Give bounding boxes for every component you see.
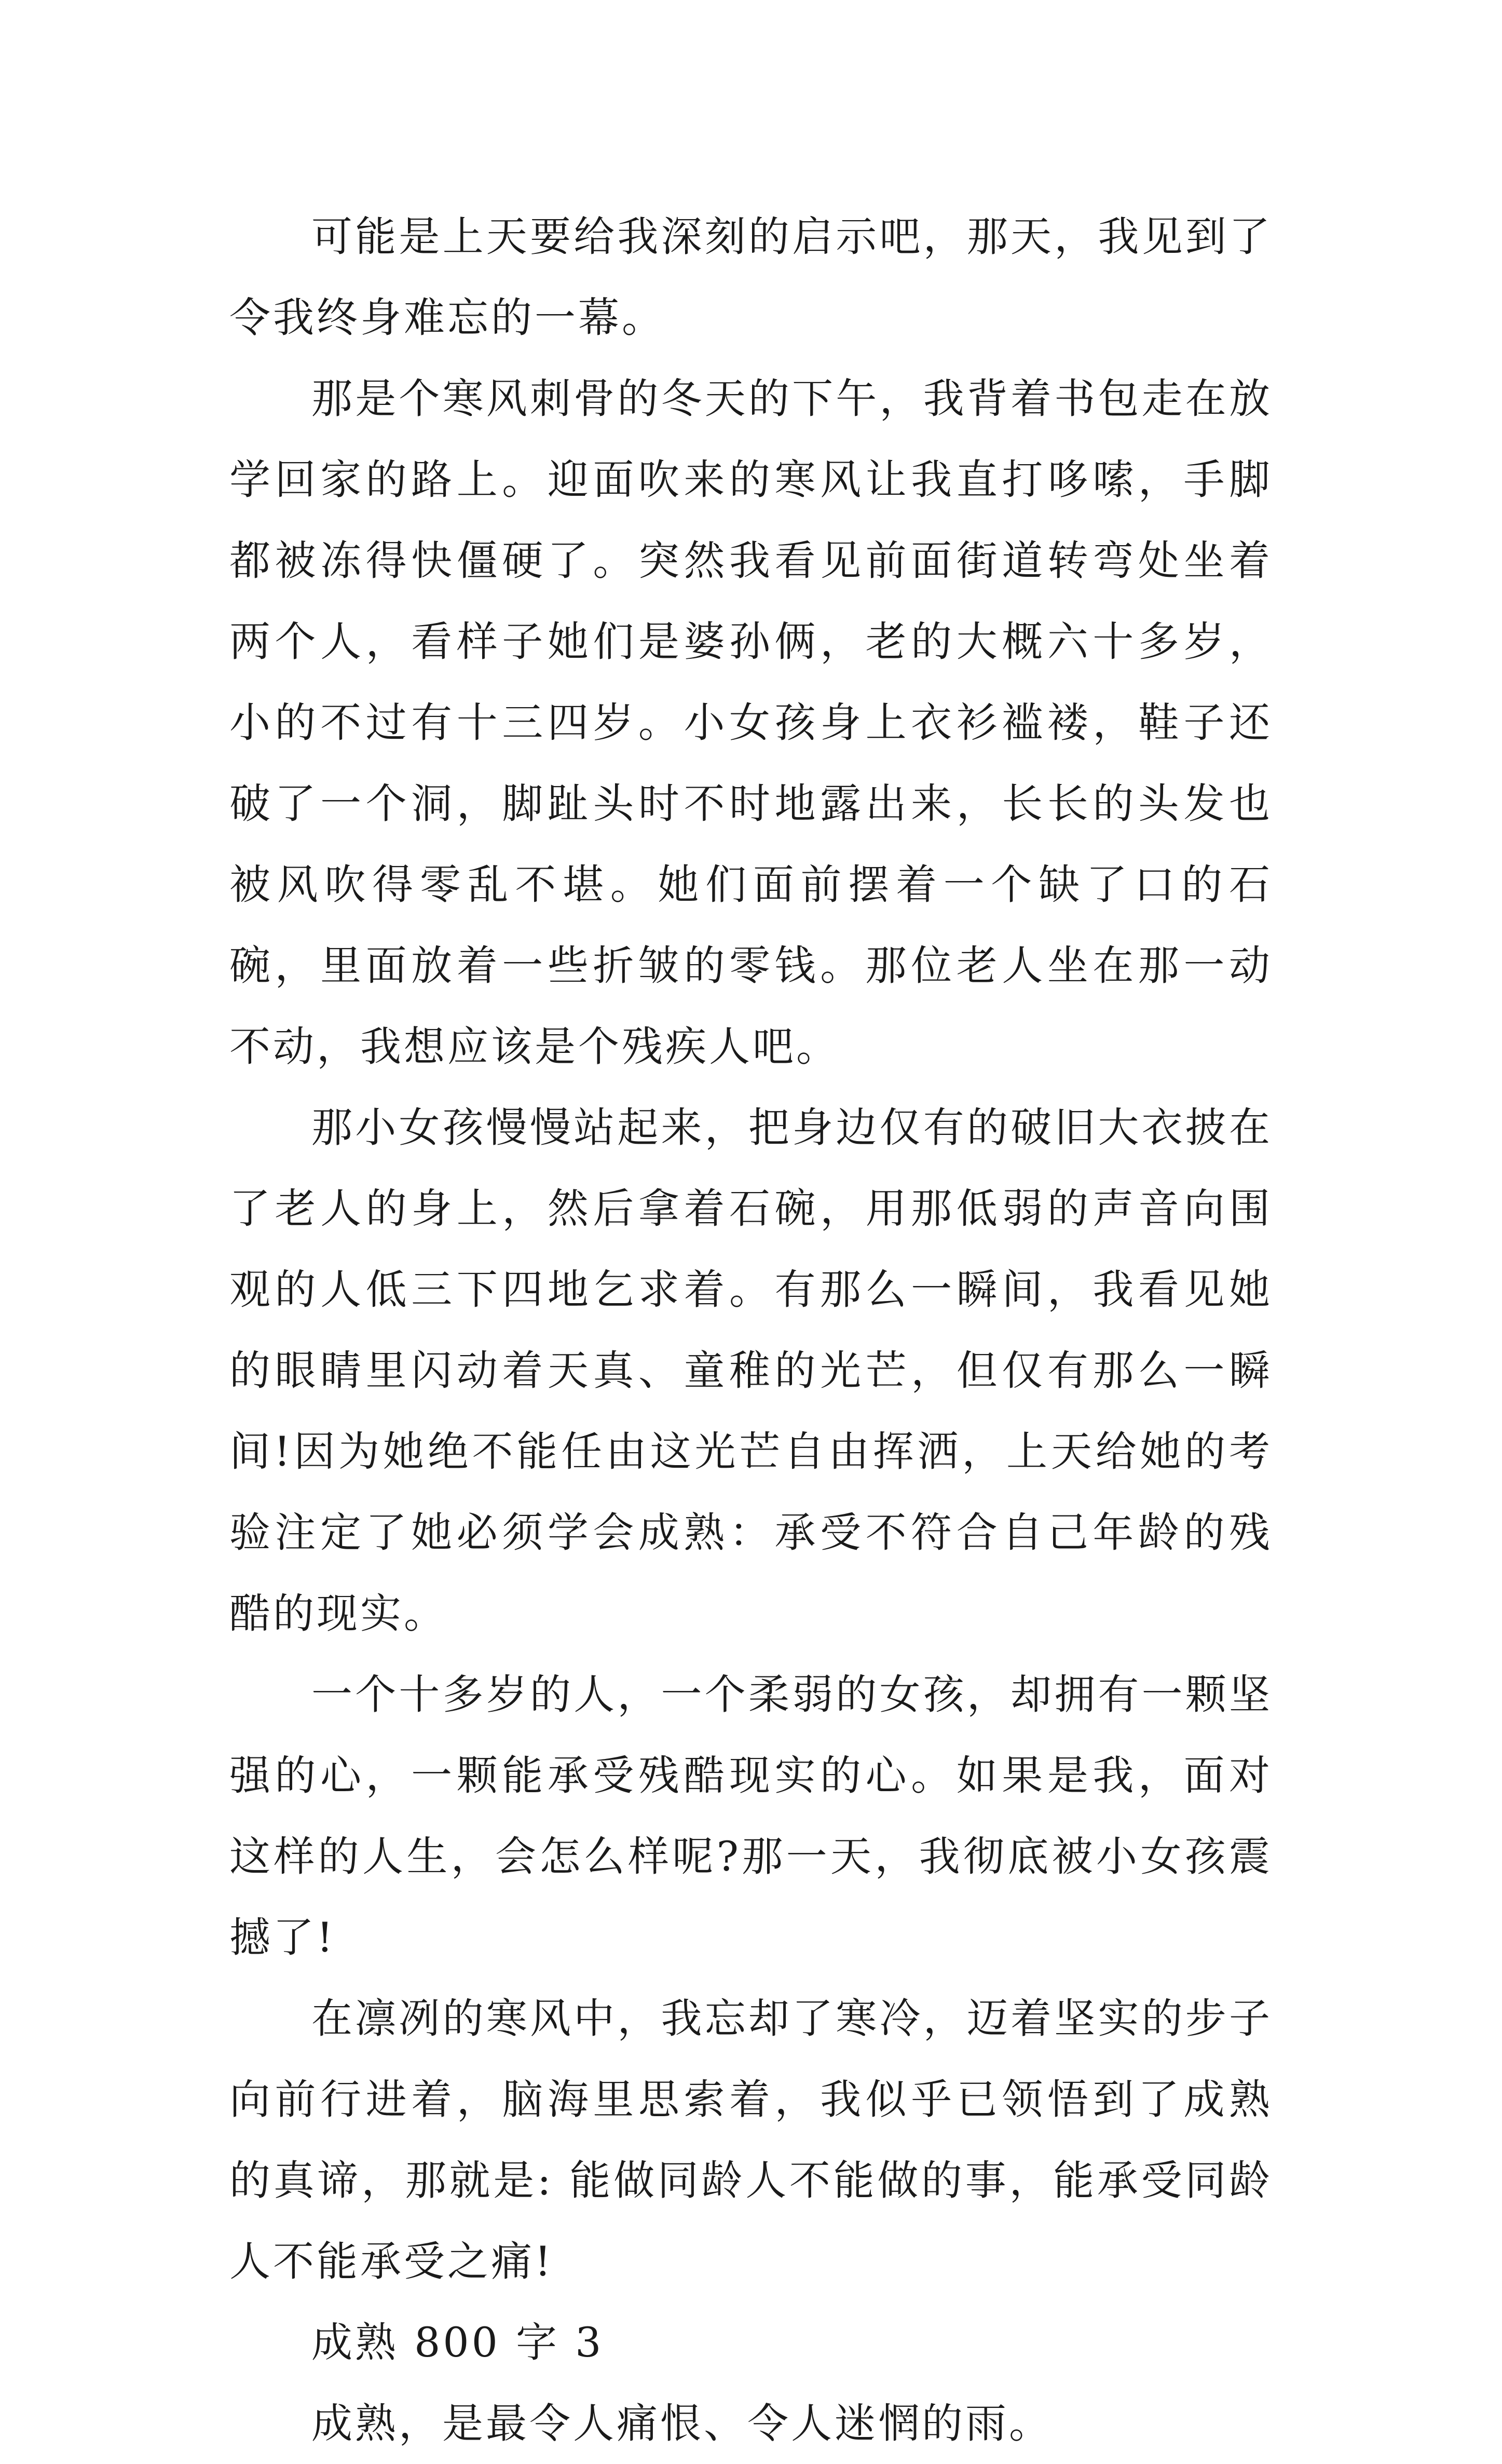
section-title: 成熟 800 字 3 bbox=[311, 2319, 604, 2366]
paragraph-2: 那是个寒风刺骨的冬天的下午，我背着书包走在放学回家的路上。迎面吹来的寒风让我直打哆嗦，手脚都被冻得快僵硬了。突然我看见前面街道转弯处坐着两个人，看样子她们是婆孙俩，老的大概六十多岁，小的不过有十三四岁。小女孩身上衣衫褴褛，鞋子还破了一个洞，脚趾头时不时地露出来，长长的头发也被风吹得零乱不堪。她们面前摆着一个缺了口的石碗，里面放着一些折皱的零钱。那位老人坐在那一动不动，我想应该是个残疾人吧。 bbox=[229, 375, 1273, 1071]
paragraph-6: 成熟，是最令人痛恨、令人迷惘的雨。 bbox=[311, 2400, 1053, 2447]
paragraph-5: 在凛冽的寒风中，我忘却了寒冷，迈着坚实的步子向前行进着，脑海里思索着，我似乎已领悟到了成熟的真谛，那就是: 能做同龄人不能做的事，能承受同龄人不能承受之痛! bbox=[229, 1995, 1273, 2285]
paragraph-3: 那小女孩慢慢站起来，把身边仅有的破旧大衣披在了老人的身上，然后拿着石碗，用那低弱的声音向围观的人低三下四地乞求着。有那么一瞬间，我看见她的眼睛里闪动着天真、童稚的光芒，但仅有那么一瞬间!因为她绝不能任由这光芒自由挥洒，上天给她的考验注定了她必须学会成熟：承受不符合自己年龄的残酷的现实。 bbox=[229, 1104, 1273, 1637]
paragraph-4: 一个十多岁的人，一个柔弱的女孩，却拥有一颗坚强的心，一颗能承受残酷现实的心。如果是我，面对这样的人生，会怎么样呢?那一天，我彻底被小女孩震撼了! bbox=[229, 1671, 1273, 1961]
paragraph-1: 可能是上天要给我深刻的启示吧，那天，我见到了令我终身难忘的一幕。 bbox=[229, 213, 1273, 342]
article-body bbox=[229, 196, 1273, 2464]
